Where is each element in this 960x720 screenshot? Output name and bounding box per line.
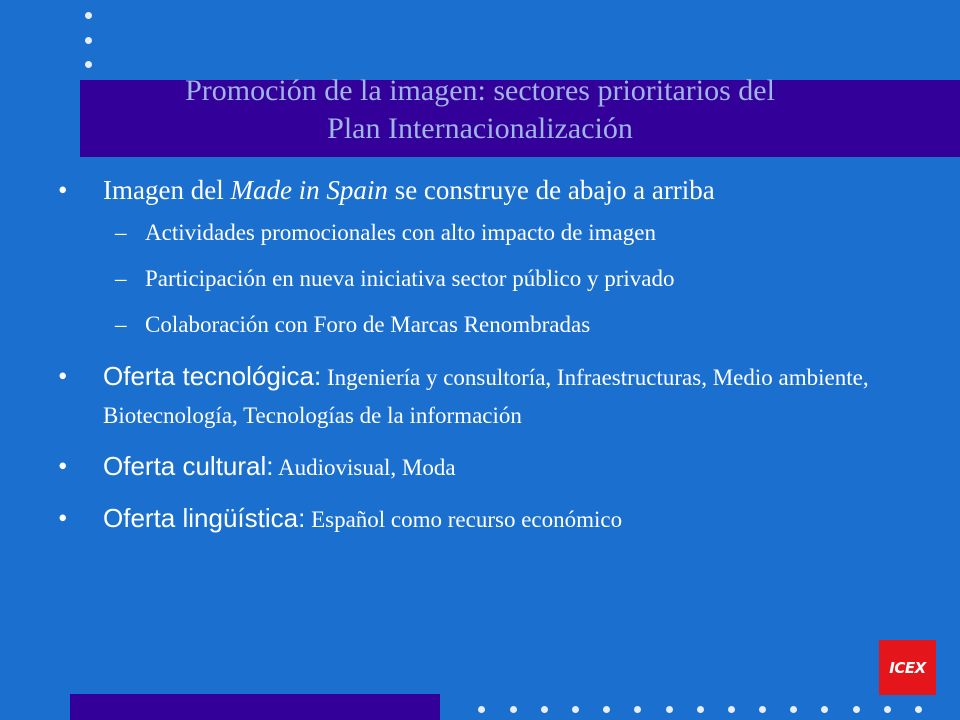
sub-bullet [58, 264, 938, 294]
bullet-heading: Oferta cultural: [103, 451, 274, 481]
bullet-oferta-linguistica [58, 500, 938, 538]
sub-bullet [58, 310, 938, 340]
slide-title [80, 72, 880, 148]
sub-bullet-text: Colaboración con Foro de Marcas Renombradas [145, 312, 591, 337]
bullet-mark: • [58, 451, 68, 481]
sub-bullet [58, 218, 938, 248]
decor-dot [697, 706, 704, 713]
bottom-band [70, 694, 440, 720]
decor-dot [728, 706, 735, 713]
sub-bullet-text: Participación en nueva iniciativa sector público y privado [145, 266, 675, 291]
decor-dot [541, 706, 548, 713]
logo-text: ICEX [889, 658, 926, 677]
bullet-heading: Oferta tecnológica: [103, 361, 322, 391]
decor-dot [884, 706, 891, 713]
decor-dot [790, 706, 797, 713]
bullet-made-in-spain [58, 172, 938, 208]
dash-mark: – [115, 220, 127, 245]
decor-dot [85, 12, 92, 19]
decor-dot [634, 706, 641, 713]
dash-mark: – [115, 266, 127, 291]
bullet-oferta-cultural [58, 448, 938, 486]
sub-bullet-text: Actividades promocionales con alto impacto de imagen [145, 220, 656, 245]
title-line-2: Plan Internacionalización [327, 112, 633, 145]
bullet-mark: • [58, 361, 68, 391]
bullet-text: Audiovisual, Moda [273, 455, 456, 480]
decor-dot [510, 706, 517, 713]
decor-dot [666, 706, 673, 713]
decor-dot [821, 706, 828, 713]
bullet-text-italic: Made in Spain [230, 175, 388, 205]
decor-dot [85, 61, 92, 68]
bullet-text: Ingeniería y consultoría, Infraestructuras, Medio ambiente, Biotecnología, Tecnologías de la información [103, 365, 869, 428]
bullet-text-before: Imagen del [103, 175, 231, 205]
decor-dot [759, 706, 766, 713]
bullet-mark: • [58, 175, 68, 205]
decor-dot [85, 37, 92, 44]
decor-dot [915, 706, 922, 713]
title-line-1: Promoción de la imagen: sectores prioritarios del [185, 74, 775, 107]
bullet-mark: • [58, 503, 68, 533]
decor-dot [603, 706, 610, 713]
bullet-heading: Oferta lingüística: [103, 503, 306, 533]
icex-logo [879, 640, 936, 695]
slide-body [58, 172, 938, 538]
bullet-text-after: se construye de abajo a arriba [387, 175, 715, 205]
dash-mark: – [115, 312, 127, 337]
decor-dot [478, 706, 485, 713]
decor-dot [572, 706, 579, 713]
decor-dot [853, 706, 860, 713]
bullet-text: Español como recurso económico [305, 507, 623, 532]
bullet-oferta-tecnologica [58, 358, 938, 434]
